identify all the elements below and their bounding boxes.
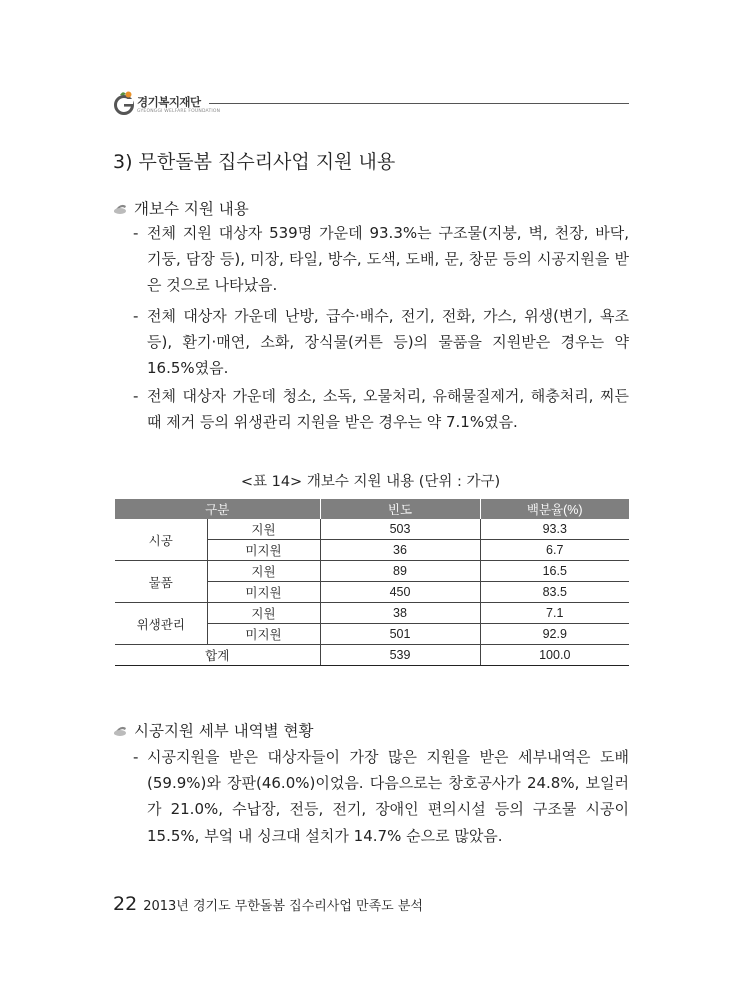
table-row	[115, 561, 629, 582]
bullet-heading-construction-details	[113, 719, 314, 741]
sub-label: 지원	[207, 519, 320, 540]
frequency-cell: 450	[320, 582, 480, 603]
frequency-cell: 89	[320, 561, 480, 582]
sub-label: 미지원	[207, 582, 320, 603]
percentage-cell: 7.1	[480, 603, 629, 624]
section-title: 3) 무한돌봄 집수리사업 지원 내용	[113, 151, 396, 173]
header-percentage: 백분율(%)	[480, 499, 629, 519]
foundation-logo-icon	[113, 90, 135, 116]
paragraph-text: 전체 대상자 가운데 난방, 급수·배수, 전기, 전화, 가스, 위생(변기, 욕조등), 환기·매연, 소화, 장식물(커튼 등)의 물품을 지원받은 경우는 약 16.5%였음.	[147, 307, 629, 378]
dash-marker: -	[133, 748, 139, 766]
table-caption: <표 14> 개보수 지원 내용 (단위 : 가구)	[240, 474, 501, 490]
paragraph-text: 전체 지원 대상자 539명 가운데 93.3%는 구조물(지붕, 벽, 천장, 바닥, 기둥, 담장 등), 미장, 타일, 방수, 도색, 도배, 문, 창문 등의 시공지원을 받은 것으로 나타났음.	[147, 224, 629, 295]
table-total-row	[115, 645, 629, 666]
total-label: 합계	[115, 645, 320, 666]
dash-marker: -	[133, 387, 139, 405]
frequency-cell: 503	[320, 519, 480, 540]
header-frequency: 빈도	[320, 499, 480, 519]
percentage-cell: 92.9	[480, 624, 629, 645]
percentage-cell: 16.5	[480, 561, 629, 582]
dash-marker: -	[133, 307, 139, 325]
page-footer	[113, 893, 423, 915]
bullet-heading-renovation	[113, 197, 249, 219]
bullet-heading-text: 시공지원 세부 내역별 현황	[134, 722, 314, 740]
logo-subtext: GYEONGGI WELFARE FOUNDATION	[137, 109, 221, 114]
page-header	[113, 88, 629, 122]
total-percentage: 100.0	[480, 645, 629, 666]
group-label: 시공	[115, 519, 207, 561]
list-item	[133, 383, 629, 435]
group-label: 물품	[115, 561, 207, 603]
page-number: 22	[113, 893, 138, 915]
frequency-cell: 501	[320, 624, 480, 645]
paragraph-text: 시공지원을 받은 대상자들이 가장 많은 지원을 받은 세부내역은 도배(59.9%)와 장판(46.0%)이었음. 다음으로는 창호공사가 24.8%, 보일러가 21.0%, 수납장, 전등, 전기, 장애인 편의시설 등의 구조물 시공이 15.5%, 부엌 내 싱크대 설치가 14.7% 순으로 많았음.	[147, 748, 629, 845]
dash-marker: -	[133, 224, 139, 242]
data-table	[115, 499, 629, 666]
group-label: 위생관리	[115, 603, 207, 645]
sub-label: 미지원	[207, 624, 320, 645]
bullet-heading-text: 개보수 지원 내용	[134, 200, 249, 218]
table-row	[115, 519, 629, 540]
header-divider	[209, 103, 629, 104]
sub-label: 지원	[207, 561, 320, 582]
table-header-row	[115, 499, 629, 519]
logo-text: 경기복지재단	[137, 95, 201, 109]
sub-label: 미지원	[207, 540, 320, 561]
frequency-cell: 38	[320, 603, 480, 624]
bullet-icon	[113, 723, 127, 737]
percentage-cell: 6.7	[480, 540, 629, 561]
sub-label: 지원	[207, 603, 320, 624]
percentage-cell: 83.5	[480, 582, 629, 603]
percentage-cell: 93.3	[480, 519, 629, 540]
footer-text: 2013년 경기도 무한돌봄 집수리사업 만족도 분석	[143, 899, 423, 914]
table-row	[115, 603, 629, 624]
list-item	[133, 744, 629, 849]
frequency-cell: 36	[320, 540, 480, 561]
paragraph-text: 전체 대상자 가운데 청소, 소독, 오물처리, 유해물질제거, 해충처리, 찌든때 제거 등의 위생관리 지원을 받은 경우는 약 7.1%였음.	[147, 387, 629, 432]
list-item	[133, 220, 629, 299]
list-item	[133, 303, 629, 382]
header-category: 구분	[115, 499, 320, 519]
total-frequency: 539	[320, 645, 480, 666]
bullet-icon	[113, 201, 127, 215]
